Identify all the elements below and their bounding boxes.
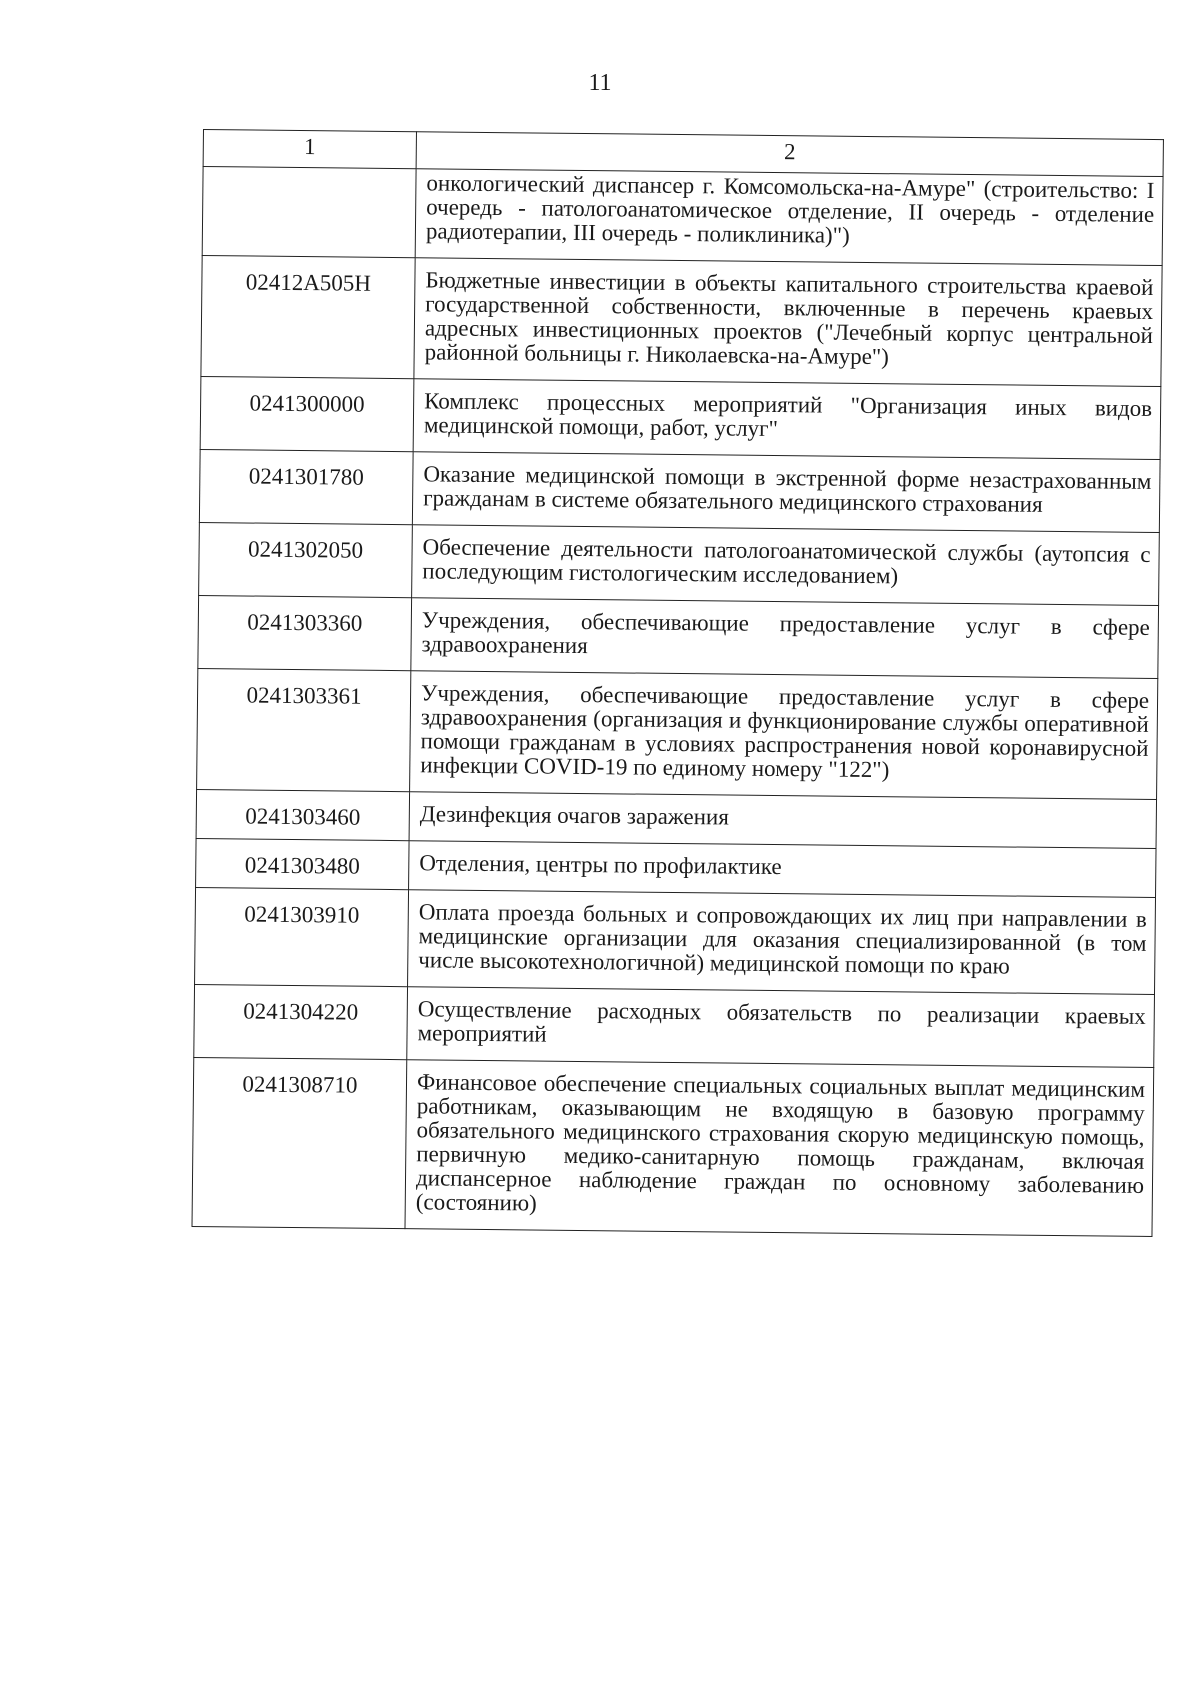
row-description: Обеспечение деятельности патологоанатомической службы (аутопсия с последующим гистологическим исследованием): [412, 525, 1160, 606]
row-code: 0241303910: [195, 887, 409, 986]
row-description: Учреждения, обеспечивающие предоставление услуг в сфере здравоохранения: [411, 598, 1159, 679]
page-number: 11: [588, 70, 612, 96]
row-code: 0241303480: [196, 838, 410, 889]
table-row: [198, 595, 1159, 678]
row-description: Отделения, центры по профилактике: [409, 841, 1156, 898]
row-description: Бюджетные инвестиции в объекты капитального строительства краевой государственной собственности, включенные в перечень краевых адресных инвестиционных проектов ("Лечебный корпус центральной районной больницы г. Николаевска-на-Амуре"): [414, 258, 1162, 387]
row-code: 0241303360: [198, 595, 412, 670]
table-row: [202, 167, 1163, 266]
row-description: Оплата проезда больных и сопровождающих их лиц при направлении в медицинские организации для оказания специализированной (в том числе высокотехнологичной) медицинской помощи по краю: [408, 890, 1156, 995]
table-row: [199, 522, 1160, 605]
row-code: 0241301780: [199, 449, 413, 524]
table-row: [201, 255, 1162, 386]
row-code: [202, 167, 416, 258]
row-description: Дезинфекция очагов заражения: [409, 792, 1156, 849]
budget-code-table: [192, 129, 1164, 1237]
row-code: 0241303361: [197, 668, 411, 791]
column-header-1: 1: [203, 130, 416, 169]
row-description: Оказание медицинской помощи в экстренной форме незастрахованным гражданам в системе обязательного медицинского страхования: [412, 452, 1160, 533]
row-description: онкологический диспансер г. Комсомольска-на-Амуре" (строительство: I очередь - патологоанатомическое отделение, II очередь - отделение радиотерапии, III очередь - поликлиника)"): [415, 169, 1163, 266]
row-description: Финансовое обеспечение специальных социальных выплат медицинским работникам, оказывающим не входящую в базовую программу обязательного медицинского страхования скорую медицинскую помощь, первичную медико-санитарную помощь гражданам, включая диспансерное наблюдение граждан по основному заболеванию (состоянию): [405, 1060, 1154, 1237]
column-header-2: 2: [416, 132, 1163, 177]
table-row: [194, 984, 1155, 1067]
row-description: Комплекс процессных мероприятий "Организация иных видов медицинской помощи, работ, услуг": [413, 379, 1161, 460]
table-row: [200, 376, 1161, 459]
row-code: 0241304220: [194, 984, 408, 1059]
row-description: Учреждения, обеспечивающие предоставление услуг в сфере здравоохранения (организация и функционирование службы оперативной помощи гражданам в условиях распространения новой коронавирусной инфекции COVID-19 по единому номеру "122"): [410, 671, 1158, 800]
row-code: 0241308710: [192, 1057, 407, 1228]
table-row: [199, 449, 1160, 532]
row-description: Осуществление расходных обязательств по реализации краевых мероприятий: [407, 987, 1155, 1068]
table-row: [197, 668, 1158, 799]
row-code: 0241302050: [199, 522, 413, 597]
row-code: 02412A505H: [201, 255, 415, 378]
row-code: 0241300000: [200, 376, 414, 451]
table-row: [192, 1057, 1154, 1236]
table-row: [195, 887, 1156, 994]
row-code: 0241303460: [196, 789, 410, 840]
